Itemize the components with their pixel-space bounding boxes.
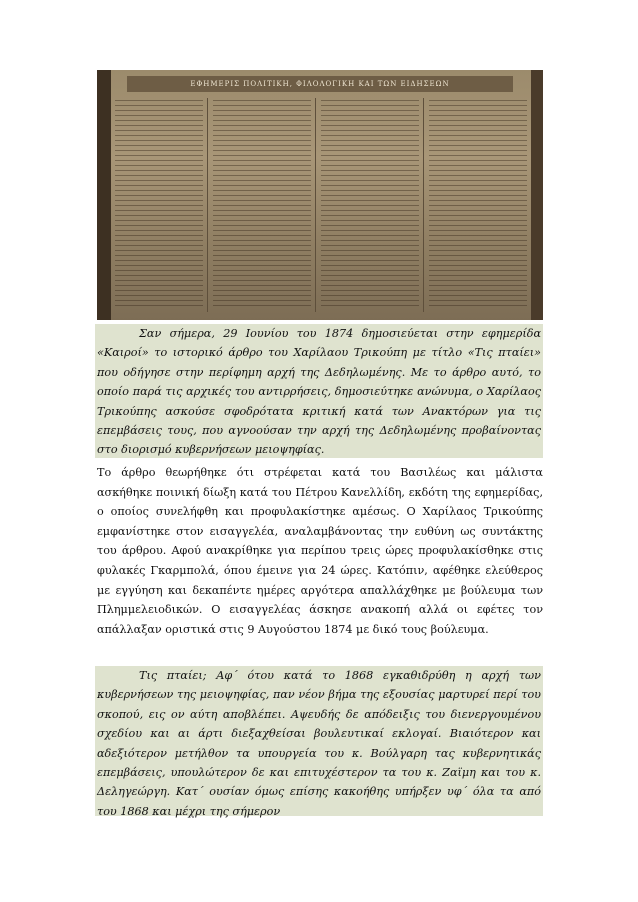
column-rule [315, 98, 316, 312]
quote-paragraph: Τις πταίει; Αφ΄ ότου κατά το 1868 εγκαθιδρύθη η αρχή των κυβερνήσεων της μειοψηφίας, παν νέον βήμα της εξουσίας μαρτυρεί περί του σκοπού, εις ον αύτη αποβλέπει. Αψευδής δε απόδειξις του διενεργουμένου σχεδίου και αι άρτι διεξαχθείσαι βουλευτικαί εκλογαί. Βιαιότερον και αδεξιότερον μετήλθον τα υπουργεία του κ. Βούλγαρη τας κυβερνητικάς επεμβάσεις, υπουλώτερον δε και επιτυχέστερον τα του κ. Ζαϊμη και του κ. Δεληγεώργη. Κατ΄ ουσίαν όμως επίσης κακοήθης υπήρξεν υφ΄ όλα τα από του 1868 και μέχρι της σήμερον [97, 669, 541, 818]
newspaper-column-text [321, 100, 419, 310]
body-paragraph: Το άρθρο θεωρήθηκε ότι στρέφεται κατά του Βασιλέως και μάλιστα ασκήθηκε ποινική δίωξη κατά του Πέτρου Κανελλίδη, εκδότη της εφημερίδας, ο οποίος συνελήφθη και προφυλακίστηκε αμέσως. Ο Χαρίλαος Τρικούπης εμφανίστηκε στον εισαγγελέα, αναλαμβάνοντας την ευθύνη ως συντάκτης του άρθρου. Αφού ανακρίθηκε για περίπου τρεις ώρες προφυλακίσθηκε στις φυλακές Γκαρμπολά, όπου έμεινε για 24 ώρες. Κατόπιν, αφέθηκε ελεύθερος με εγγύηση και δεκαπέντε ημέρες αργότερα απαλλάχθηκε με βούλευμα των Πλημμελειοδικών. Ο εισαγγελέας άσκησε ανακοπή αλλά οι εφέτες τον απάλλαξαν οριστικά στις 9 Αυγούστου 1874 με δικό τους βούλευμα. [97, 466, 543, 636]
photo-edge-left [97, 70, 111, 320]
quote-box [95, 666, 543, 816]
intro-box [95, 324, 543, 458]
column-rule [423, 98, 424, 312]
photo-edge-right [531, 70, 543, 320]
column-rule [207, 98, 208, 312]
newspaper-column-text [115, 100, 203, 310]
newspaper-column-text [213, 100, 311, 310]
newspaper-photo [97, 70, 543, 320]
newspaper-masthead: ΕΦΗΜΕΡΙΣ ΠΟΛΙΤΙΚΗ, ΦΙΛΟΛΟΓΙΚΗ ΚΑΙ ΤΩΝ ΕΙΔΗΣΕΩΝ [127, 76, 513, 92]
newspaper-column-text [429, 100, 527, 310]
intro-paragraph: Σαν σήμερα, 29 Ιουνίου του 1874 δημοσιεύεται στην εφημερίδα «Καιροί» το ιστορικό άρθρο του Χαρίλαου Τρικούπη με τίτλο «Τις πταίει» που οδήγησε στην περίφημη αρχή της Δεδηλωμένης. Με το άρθρο αυτό, το οποίο παρά τις αρχικές του αντιρρήσεις, δημοσιεύτηκε ανώνυμα, ο Χαρίλαος Τρικούπης ασκούσε σφοδρότατα κριτική κατά των Ανακτόρων για τις επεμβάσεις τους, που αγνοούσαν την αρχή της Δεδηλωμένης προβαίνοντας στο διορισμό κυβερνήσεων μειοψηφίας. [97, 327, 541, 457]
